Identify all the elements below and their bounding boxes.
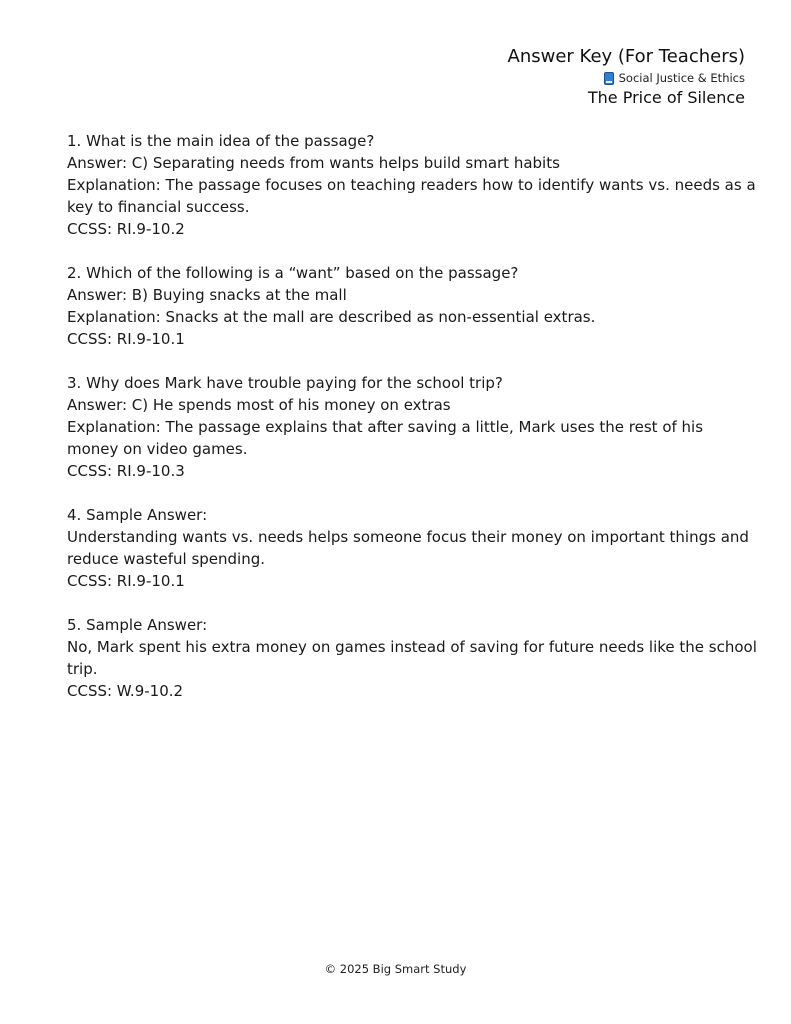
answer-item-3: [67, 372, 757, 482]
ccss-standard: CCSS: W.9-10.2: [67, 682, 184, 700]
question-text: 1. What is the main idea of the passage?: [67, 132, 375, 150]
ccss-standard: CCSS: RI.9-10.1: [67, 572, 185, 590]
answer-text: Answer: C) Separating needs from wants helps build smart habits: [67, 154, 560, 172]
answer-item-2: [67, 262, 757, 350]
subject-line: [508, 70, 745, 86]
subject-label: Social Justice & Ethics: [618, 71, 745, 85]
explanation-text: Explanation: Snacks at the mall are described as non-essential extras.: [67, 308, 596, 326]
question-text: 3. Why does Mark have trouble paying for the school trip?: [67, 374, 503, 392]
answer-text: Answer: C) He spends most of his money on extras: [67, 396, 451, 414]
question-text: 4. Sample Answer:: [67, 506, 208, 524]
answer-text: Answer: B) Buying snacks at the mall: [67, 286, 347, 304]
book-icon: [604, 72, 614, 85]
page-header: [508, 44, 745, 109]
story-title: The Price of Silence: [587, 88, 745, 107]
explanation-text: Explanation: The passage focuses on teaching readers how to identify wants vs. needs as a key to financial success.: [67, 176, 756, 216]
question-text: 5. Sample Answer:: [67, 616, 208, 634]
answer-list: [67, 130, 757, 724]
answer-text: No, Mark spent his extra money on games instead of saving for future needs like the school trip.: [67, 638, 757, 678]
ccss-standard: CCSS: RI.9-10.2: [67, 220, 185, 238]
answer-item-1: [67, 130, 757, 240]
ccss-standard: CCSS: RI.9-10.1: [67, 330, 185, 348]
page-title: Answer Key (For Teachers): [507, 46, 745, 67]
explanation-text: Explanation: The passage explains that after saving a little, Mark uses the rest of his money on video games.: [67, 418, 704, 458]
copyright-footer: © 2025 Big Smart Study: [324, 962, 467, 976]
ccss-standard: CCSS: RI.9-10.3: [67, 462, 185, 480]
answer-text: Understanding wants vs. needs helps someone focus their money on important things and reduce wasteful spending.: [67, 528, 749, 568]
answer-item-5: [67, 614, 757, 702]
answer-item-4: [67, 504, 757, 592]
question-text: 2. Which of the following is a “want” based on the passage?: [67, 264, 519, 282]
